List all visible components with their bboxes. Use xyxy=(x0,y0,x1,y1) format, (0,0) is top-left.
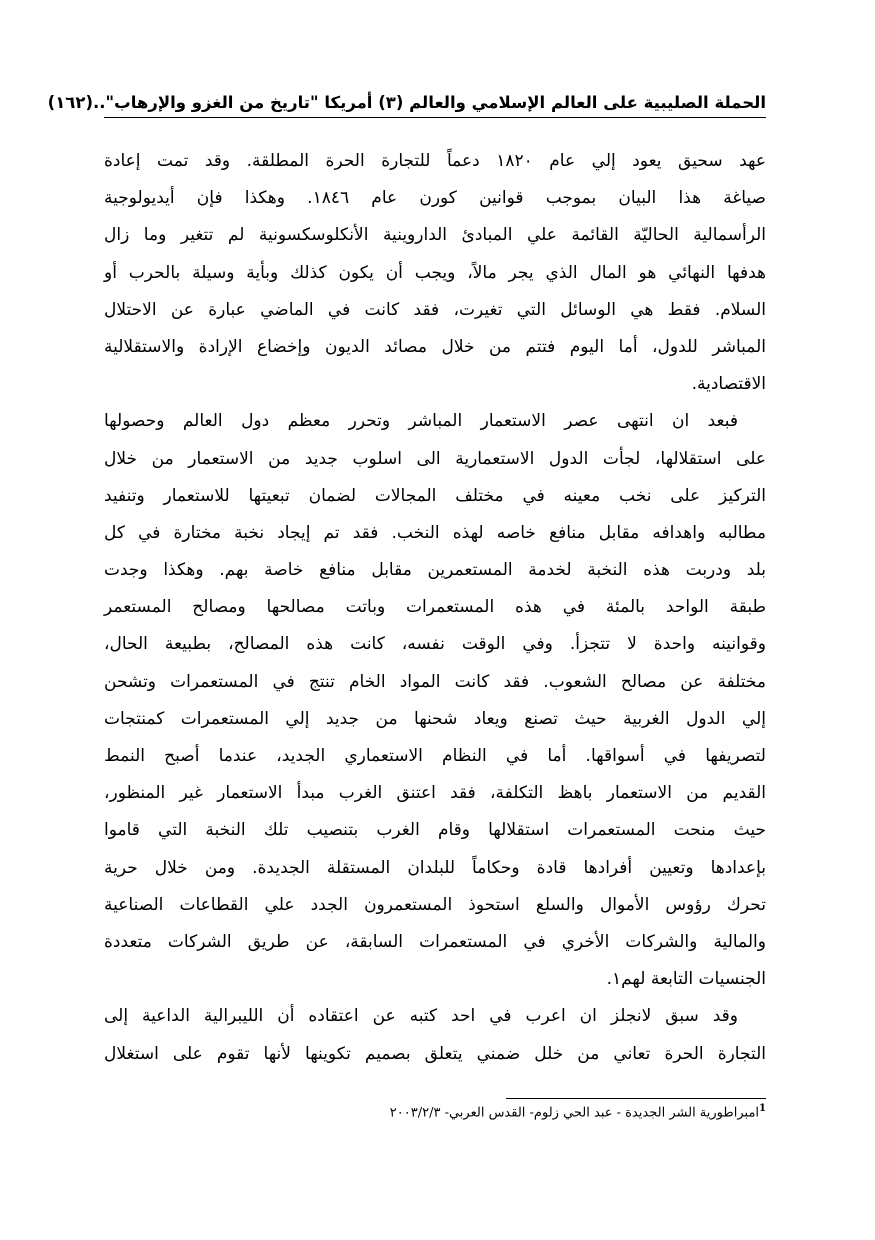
text-line: والمالية والشركات الأخري في المستعمرات السابقة، عن طريق الشركات متعددة xyxy=(104,931,766,952)
text-line: الجنسيات التابعة لهم١. xyxy=(606,969,766,990)
footnote xyxy=(300,1103,766,1120)
text-line: السلام. فقط هي الوسائل التي تغيرت، فقد كانت في الماضي عبارة عن الاحتلال xyxy=(104,299,766,320)
text-line: التجارة الحرة تعاني من خلل ضمني يتعلق بصميم تكوينها لأنها تقوم على استغلال xyxy=(104,1043,766,1064)
text-line: مختلفة عن مصالح الشعوب. فقد كانت المواد الخام تنتج في المستعمرات وتشحن xyxy=(104,671,766,692)
text-line: فبعد ان انتهى عصر الاستعمار المباشر وتحرر معظم دول العالم وحصولها xyxy=(104,411,738,432)
text-line: الاقتصادية. xyxy=(691,374,766,395)
footnote-text: امبراطورية الشر الجديدة - عبد الحي زلوم- القدس العربي- ٢٠٠٣/٢/٣ xyxy=(389,1105,760,1121)
text-line: إلي الدول الغربية حيث تصنع ويعاد شحنها من جديد إلي المستعمرات كمنتجات xyxy=(104,708,766,729)
page-number: (١٦٢) xyxy=(47,92,93,112)
text-line: حيث منحت المستعمرات استقلالها وقام الغرب بتنصيب تلك النخبة التي قاموا xyxy=(104,820,766,841)
text-line: مطالبه واهدافه مقابل منافع خاصه لهذه النخب. فقد تم إيجاد نخبة مختارة في كل xyxy=(104,522,766,543)
text-line: صياغة هذا البيان بموجب قوانين كورن عام ١٨٤٦. وهكذا فإن أيديولوجية xyxy=(104,188,766,209)
footnote-divider xyxy=(506,1098,766,1099)
text-line: عهد سحيق يعود إلي عام ١٨٢٠ دعماً للتجارة الحرة المطلقة. وقد تمت إعادة xyxy=(104,151,766,171)
text-line: بإعدادها وتعيين أفرادها قادة وحكاماً للبلدان المستقلة الجديدة. ومن خلال حرية xyxy=(104,857,766,878)
text-line: القديم من الاستعمار باهظ التكلفة، فقد اعتنق الغرب مبدأ الاستعمار غير المنظور، xyxy=(104,783,766,804)
footnote-marker: 1 xyxy=(759,1103,766,1114)
text-line: على استقلالها، لجأت الدول الاستعمارية الى اسلوب جديد من الاستعمار من خلال xyxy=(104,448,766,469)
text-line: التركيز على نخب معينه في مختلف المجالات لضمان تبعيتها للاستعمار وتنفيد xyxy=(104,485,766,506)
text-line: الرأسمالية الحاليّة القائمة علي المبادئ الداروينية الأنكلوسكسونية لم تتغير وما زال xyxy=(104,225,766,246)
text-line: وقوانينه واحدة لا تتجزأ. وفي الوقت نفسه، كانت هذه المصالح، بطبيعة الحال، xyxy=(104,634,766,655)
text-line: وقد سبق لانجلز ان اعرب في احد كتبه عن اعتقاده أن الليبرالية الداعية إلى xyxy=(104,1006,738,1027)
running-header xyxy=(47,88,766,116)
header-title: الحملة الصليبية على العالم الإسلامي والعالم (٣) أمريكا "تاريخ من الغزو والإرهاب".. xyxy=(92,92,766,112)
body-text xyxy=(104,143,766,1073)
header-divider xyxy=(104,117,766,118)
text-line: المباشر للدول، أما اليوم فتتم من خلال مصائد الديون وإخضاع الإرادة والاستقلالية xyxy=(104,336,766,357)
text-line: تحرك رؤوس الأموال والسلع استحوذ المستعمرون الجدد علي القطاعات الصناعية xyxy=(104,894,766,915)
text-line: هدفها النهائي هو المال الذي يجر مالاً، ويجب أن يكون كذلك وبأية وسيلة بالحرب أو xyxy=(104,262,766,283)
text-line: لتصريفها في أسواقها. أما في النظام الاستعماري الجديد، عندما أصبح النمط xyxy=(104,746,766,766)
text-line: طبقة الواحد بالمئة في هذه المستعمرات وباتت مصالحها ومصالح المستعمر xyxy=(104,597,766,618)
text-line: بلد ودربت هذه النخبة لخدمة المستعمرين مقابل منافع خاصة بهم. وهكذا وجدت xyxy=(104,560,766,581)
